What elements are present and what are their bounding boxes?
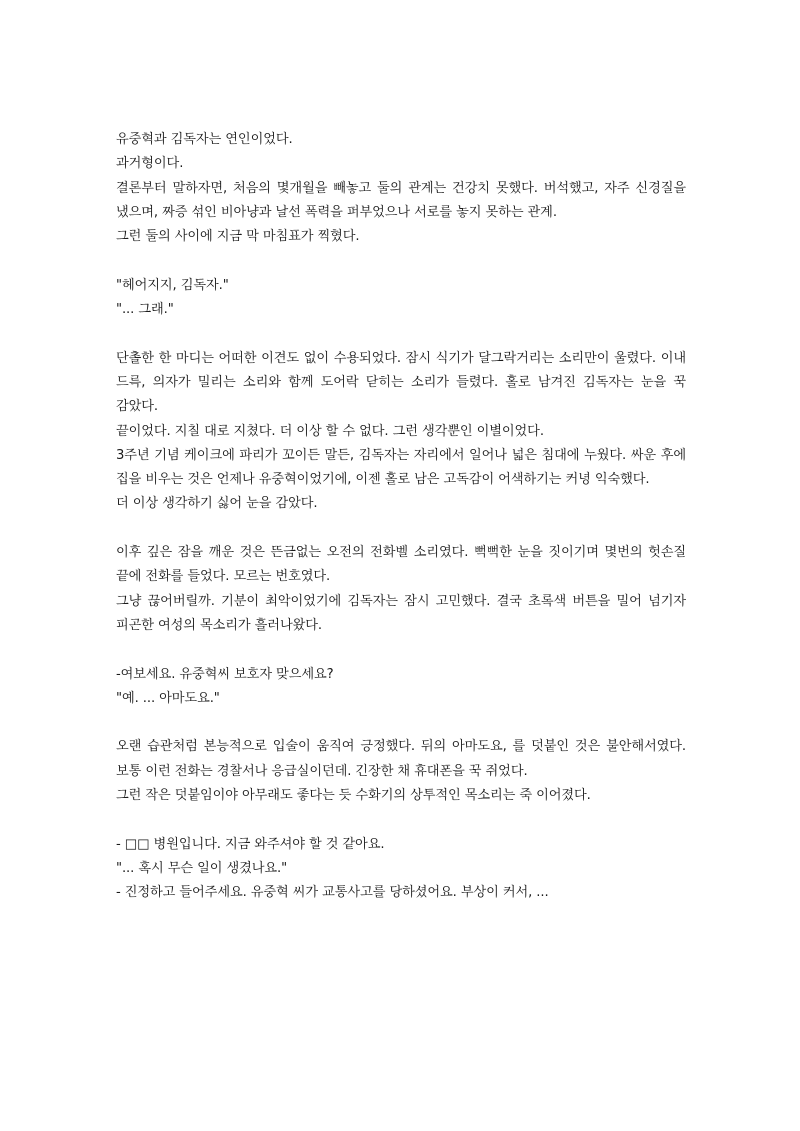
dialogue-line: -여보세요. 유중혁씨 보호자 맞으세요? bbox=[116, 666, 334, 682]
dialogue-line: - 진정하고 들어주세요. 유중혁 씨가 교통사고를 당하셨어요. 부상이 커서, ... bbox=[116, 885, 549, 901]
dialogue-line: - □□ 병원입니다. 지금 와주셔야 할 것 같아요. bbox=[116, 836, 385, 852]
paragraph-spacer bbox=[116, 517, 686, 541]
paragraph: 그런 작은 덧붙임이야 아무래도 좋다는 듯 수화기의 상투적인 목소리는 죽 이어졌다. bbox=[116, 788, 591, 804]
paragraph: 끝이었다. 지칠 대로 지쳤다. 더 이상 할 수 없다. 그런 생각뿐인 이별이었다. bbox=[116, 423, 544, 439]
paragraph-spacer bbox=[116, 322, 686, 346]
paragraph: 더 이상 생각하기 싫어 눈을 감았다. bbox=[116, 496, 318, 512]
story-text bbox=[116, 128, 686, 906]
paragraph-spacer bbox=[116, 638, 686, 662]
dialogue-line: "예. ... 아마도요." bbox=[116, 690, 220, 706]
paragraph-spacer bbox=[116, 249, 686, 273]
paragraph: 결론부터 말하자면, 처음의 몇개월을 빼놓고 둘의 관계는 건강치 못했다. 버석했고, 자주 신경질을 냈으며, 짜증 섞인 비아냥과 날선 폭력을 퍼부었으나 서로를 놓지 못하는 관계. bbox=[116, 180, 686, 220]
paragraph: 이후 깊은 잠을 깨운 것은 뜬금없는 오전의 전화벨 소리였다. 뻑뻑한 눈을 짓이기며 몇번의 헛손질 끝에 전화를 들었다. 모르는 번호였다. bbox=[116, 545, 686, 585]
paragraph-spacer bbox=[116, 808, 686, 832]
paragraph: 단촐한 한 마디는 어떠한 이견도 없이 수용되었다. 잠시 식기가 달그락거리는 소리만이 울렸다. 이내 드륵, 의자가 밀리는 소리와 함께 도어락 닫히는 소리가 들렸다. 홀로 남겨진 김독자는 눈을 꾹 감았다. bbox=[116, 350, 686, 415]
paragraph: 그냥 끊어버릴까. 기분이 최악이었기에 김독자는 잠시 고민했다. 결국 초록색 버튼을 밀어 넘기자 피곤한 여성의 목소리가 흘러나왔다. bbox=[116, 593, 686, 633]
dialogue-line: "헤어지지, 김독자." bbox=[116, 277, 229, 293]
dialogue-line: "... 그래." bbox=[116, 302, 174, 318]
dialogue-line: "... 혹시 무슨 일이 생겼나요." bbox=[116, 860, 288, 876]
paragraph: 과거형이다. bbox=[116, 156, 184, 172]
paragraph: 오랜 습관처럼 본능적으로 입술이 움직여 긍정했다. 뒤의 아마도요, 를 덧붙인 것은 불안해서였다. 보통 이런 전화는 경찰서나 응급실이던데. 긴장한 채 휴대폰을 꾹 쥐었다. bbox=[116, 739, 686, 779]
paragraph: 3주년 기념 케이크에 파리가 꼬이든 말든, 김독자는 자리에서 일어나 넓은 침대에 누웠다. 싸운 후에 집을 비우는 것은 언제나 유중혁이었기에, 이젠 홀로 남은 고독감이 어색하기는 커녕 익숙했다. bbox=[116, 447, 686, 488]
paragraph-spacer bbox=[116, 711, 686, 735]
paragraph: 그런 둘의 사이에 지금 막 마침표가 찍혔다. bbox=[116, 229, 360, 245]
paragraph: 유중혁과 김독자는 연인이었다. bbox=[116, 132, 293, 147]
